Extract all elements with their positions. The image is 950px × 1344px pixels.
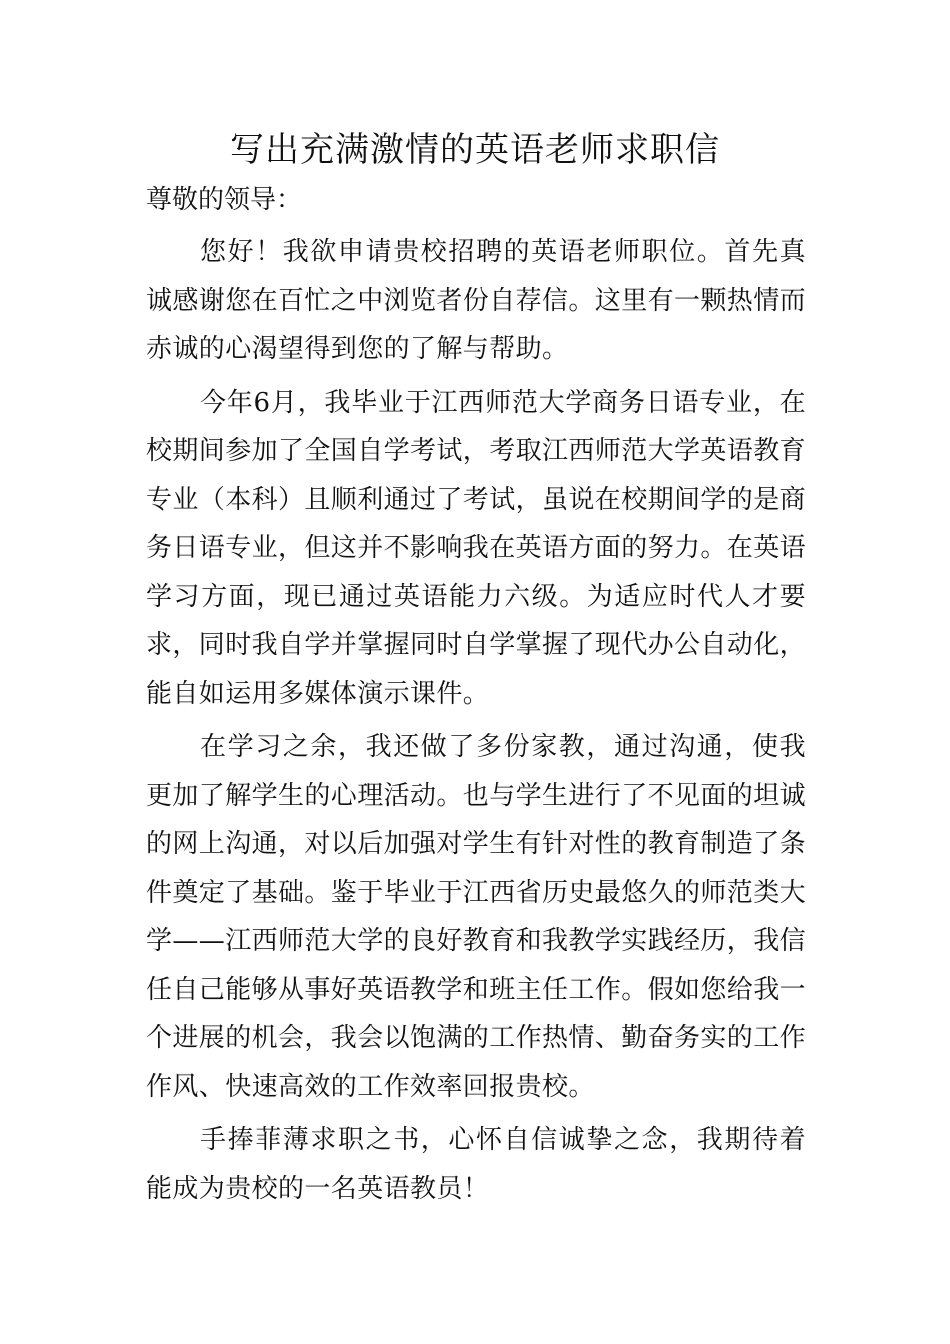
paragraph-closing: 手捧菲薄求职之书，心怀自信诚挚之念，我期待着能成为贵校的一名英语教员！ bbox=[146, 1125, 806, 1204]
document-title: 写出充满激情的英语老师求职信 bbox=[230, 130, 720, 170]
salutation: 尊敬的领导： bbox=[146, 185, 303, 215]
paragraph-education: 今年6月，我毕业于江西师范大学商务日语专业，在校期间参加了全国自学考试，考取江西师范大学英语教育专业（本科）且顺利通过了考试，虽说在校期间学的是商务日语专业，但这并不影响我在英语方面的努力。在英语学习方面，现已通过英语能力六级。为适应时代人才要求，同时我自学并掌握同时自学掌握了现代办公自动化，能自如运用多媒体演示课件。 bbox=[146, 387, 807, 709]
paragraph-greeting: 您好！我欲申请贵校招聘的英语老师职位。首先真诚感谢您在百忙之中浏览者份自荐信。这里有一颗热情而赤诚的心渴望得到您的了解与帮助。 bbox=[146, 237, 807, 364]
letter-body bbox=[146, 180, 806, 1213]
paragraph-experience: 在学习之余，我还做了多份家教，通过沟通，使我更加了解学生的心理活动。也与学生进行了不见面的坦诚的网上沟通，对以后加强对学生有针对性的教育制造了条件奠定了基础。鉴于毕业于江西省历史最悠久的师范类大学——江西师范大学的良好教育和我教学实践经历，我信任自己能够从事好英语教学和班主任工作。假如您给我一个进展的机会，我会以饱满的工作热情、勤奋务实的工作作风、快速高效的工作效率回报贵校。 bbox=[146, 732, 807, 1102]
